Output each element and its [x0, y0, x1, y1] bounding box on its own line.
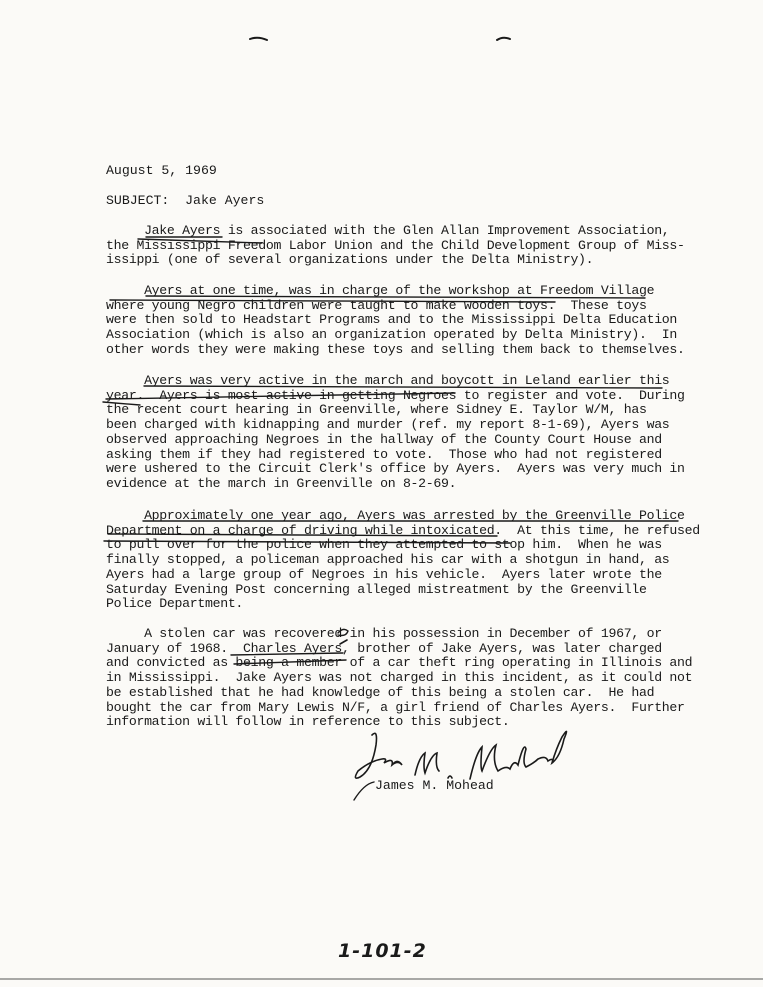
signature-mark [354, 782, 374, 800]
paragraph-line: bought the car from Mary Lewis N/F, a girl friend of Charles Ayers. Further [106, 699, 685, 715]
paragraph-line: Ayers at one time, was in charge of the workshop at Freedom Village [106, 283, 655, 298]
paragraph-line: asking them if they had registered to vote. Those who had not registered [106, 446, 662, 462]
paragraph-line: evidence at the march in Greenville on 8-2-69. [106, 475, 457, 491]
paragraph-1 [106, 224, 696, 268]
page-number: 1-101-2 [338, 940, 427, 962]
memo-date: August 5, 1969 [106, 163, 217, 178]
paragraph-line: Jake Ayers is associated with the Glen Allan Improvement Association, [106, 223, 670, 238]
paragraph-line: observed approaching Negroes in the hallway of the County Court House and [106, 431, 662, 447]
paragraph-line: in Mississippi. Jake Ayers was not charged in this incident, as it could not [106, 670, 693, 686]
paragraph-line: where young Negro children were taught to make wooden toys. These toys [106, 297, 647, 313]
paragraph-line: were then sold to Headstart Programs and to the Mississippi Delta Education [106, 312, 678, 328]
paragraph-line: and convicted as being a member of a car theft ring operating in Illinois and [106, 655, 693, 671]
paragraph-line: Department on a charge of driving while intoxicated. At this time, he refused [106, 522, 700, 538]
stray-mark [497, 38, 510, 40]
paragraph-5 [106, 627, 696, 730]
paragraph-line: January of 1968. Charles Ayers, brother of Jake Ayers, was later charged [106, 640, 662, 656]
subject-value: Jake Ayers [185, 193, 265, 208]
paragraph-line: other words they were making these toys and selling them back to themselves. [106, 341, 685, 357]
signer-name: James M. Mohead [375, 778, 494, 793]
paragraph-2 [106, 284, 696, 358]
paragraph-line: Association (which is also an organization operated by Delta Ministry). In [106, 327, 678, 343]
paragraph-line: A stolen car was recovered in his possession in December of 1967, or [106, 626, 662, 641]
paragraph-line: Saturday Evening Post concerning alleged mistreatment by the Greenville [106, 581, 647, 597]
paragraph-line: Ayers was very active in the march and boycott in Leland earlier this [106, 373, 670, 388]
paragraph-line: Police Department. [106, 596, 244, 612]
signature-mark [470, 731, 567, 779]
paragraph-line: issippi (one of several organizations under the Delta Ministry). [106, 252, 594, 268]
paragraph-line: were ushered to the Circuit Clerk's office by Ayers. Ayers was very much in [106, 461, 685, 477]
subject-label: SUBJECT: [106, 193, 170, 208]
stray-mark [250, 38, 267, 40]
paragraph-line: finally stopped, a policeman approached his car with a shotgun in hand, as [106, 552, 670, 568]
paragraph-line: year. Ayers is most active in getting Negroes to register and vote. During [106, 387, 685, 403]
paragraph-line: the Mississippi Freedom Labor Union and the Child Development Group of Miss- [106, 237, 685, 253]
paragraph-line: be established that he had knowledge of this being a stolen car. He had [106, 684, 655, 700]
paragraph-3 [106, 374, 696, 492]
memo-subject [106, 193, 264, 208]
signature-mark [355, 733, 402, 778]
paragraph-4 [106, 508, 700, 612]
paragraph-line: information will follow in reference to this subject. [106, 714, 510, 730]
paragraph-line: Approximately one year ago, Ayers was arrested by the Greenville Police [106, 508, 685, 523]
paragraph-line: to pull over for the police when they attempted to stop him. When he was [106, 537, 662, 553]
paragraph-line: the recent court hearing in Greenville, where Sidney E. Taylor W/M, has [106, 402, 647, 418]
signature-mark [415, 753, 439, 775]
paragraph-line: been charged with kidnapping and murder (ref. my report 8-1-69), Ayers was [106, 417, 670, 433]
paragraph-line: Ayers had a large group of Negroes in his vehicle. Ayers later wrote the [106, 566, 662, 582]
